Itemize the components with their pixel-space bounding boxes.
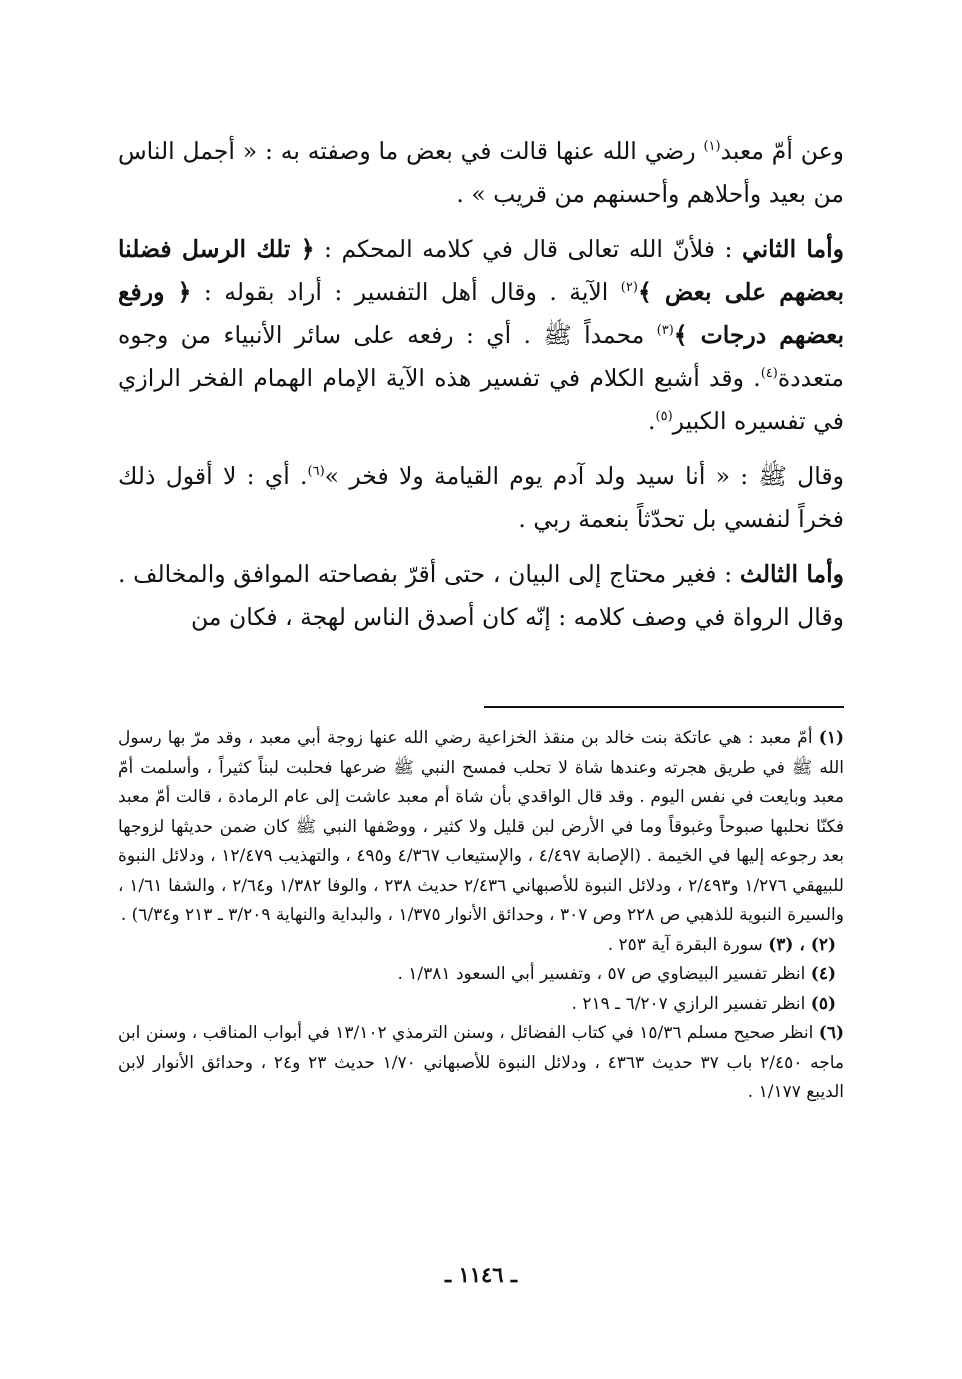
text: وقال ﷺ : « أنا سيد ولد آدم يوم القيامة ولا فخر »	[324, 462, 844, 490]
page-number: ـ ١١٤٦ ـ	[444, 1262, 518, 1287]
footnote-number: (٢) ، (٣)	[768, 934, 836, 955]
footnote-text: انظر صحيح مسلم ١٥/٣٦ في كتاب الفضائل ، وسنن الترمذي ١٣/١٠٢ في أبواب المناقب ، وسنن ابن ماجه ٢/٤٥٠ باب ٣٧ حديث ٤٣٦٣ ، ودلائل النبوة للأصبهاني ١/٧٠ حديث ٢٣ و٢٤ ، وحدائق الأنوار لابن الديبع ١/١٧٧ .	[118, 1023, 845, 1102]
text: . أي : لا أقول ذلك فخراً لنفسي بل تحدّثاً بنعمة ربي .	[118, 462, 844, 533]
footnote-number: (٤)	[810, 964, 836, 984]
paragraph-2	[118, 228, 844, 443]
footnote-number: (٥)	[810, 993, 836, 1014]
footnote-4	[118, 960, 844, 990]
text: محمداً ﷺ . أي : رفعه على سائر الأنبياء من وجوه متعددة	[118, 321, 844, 392]
text: .	[648, 407, 656, 435]
footnote-ref[interactable]: (٢)	[620, 280, 638, 296]
footnote-number: (١)	[818, 728, 844, 748]
text: رضي الله عنها قالت في بعض ما وصفته به : « أجمل الناس من بعيد وأحلاهم وأحسنهم من قريب » .	[118, 137, 844, 208]
footnote-5	[118, 990, 844, 1020]
footnote-text: أمّ معبد : هي عاتكة بنت خالد بن منقذ الخزاعية رضي الله عنها زوجة أبي معبد ، وقد مرّ بها رسول الله ﷺ في طريق هجرته وعندها شاة لا تحلب فمسح النبي ﷺ ضرعها فحلبت لبناً كثيراً ، وأسلمت أمّ معبد وبايعت في نفس اليوم . وقد قال الواقدي بأن شاة أم معبد عاشت إلى عام الرمادة ، قالت أمّ معبد فكنّا نحلبها صبوحاً وغبوقاً وما في الأرض لبن قليل ولا كثير ، ووصْفها النبي ﷺ كان ضمن حديثها لزوجها بعد رجوعه إليها في الخيمة . (الإصابة ٤/٤٩٧ ، والإستيعاب ٤/٣٦٧ و٤٩٥ ، والتهذيب ١٢/٤٧٩ ، ودلائل النبوة للبيهقي ١/٢٧٦ و٢/٤٩٣ ، ودلائل النبوة للأصبهاني ٢/٤٣٦ حديث ٢٣٨ ، والوفا ١/٣٨٢ و٢/٦٤ ، والشفا ١/٦١ ، والسيرة النبوية للذهبي ص ٢٢٨ وص ٣٠٧ ، وحدائق الأنوار ١/٣٧٥ ، والبداية والنهاية ٣/٢٠٩ ـ ٢١٣ و٦/٣٤) .	[118, 728, 845, 925]
footnote-6	[118, 1019, 844, 1108]
footnotes	[118, 724, 844, 1108]
footnote-text: سورة البقرة آية ٢٥٣ .	[607, 934, 769, 955]
footnote-divider	[484, 706, 844, 708]
footnote-1	[118, 724, 844, 931]
text: وعن أمّ معبد	[720, 137, 844, 165]
footnote-ref[interactable]: (٣)	[656, 323, 674, 339]
text: الآية . وقال أهل التفسير : أراد بقوله :	[191, 278, 621, 306]
quran-quote: ﴿ تلك الرسل فضلنا بعضهم على بعض ﴾	[118, 235, 845, 306]
footnote-ref[interactable]: (٥)	[655, 409, 673, 425]
footnote-ref[interactable]: (٤)	[760, 366, 778, 382]
section-lead: وأما الثالث	[739, 560, 845, 588]
text: : فغير محتاج إلى البيان ، حتى أقرّ بفصاحته الموافق والمخالف . وقال الرواة في وصف كلامه : إنّه كان أصدق الناس لهجة ، فكان من	[118, 560, 844, 631]
footnote-number: (٦)	[818, 1023, 844, 1043]
footnote-text: انظر تفسير الرازي ٦/٢٠٧ ـ ٢١٩ .	[571, 993, 811, 1014]
footnote-text: انظر تفسير البيضاوي ص ٥٧ ، وتفسير أبي السعود ١/٣٨١ .	[397, 964, 811, 984]
paragraph-3	[118, 455, 844, 541]
section-lead: وأما الثاني	[742, 235, 844, 263]
footnote-ref[interactable]: (١)	[703, 139, 721, 155]
main-text	[118, 130, 844, 651]
footnote-2-3	[118, 931, 844, 961]
paragraph-1	[118, 130, 844, 216]
text: : فلأنّ الله تعالى قال في كلامه المحكم :	[314, 235, 743, 263]
footnote-ref[interactable]: (٦)	[307, 464, 325, 480]
text: . وقد أشبع الكلام في تفسير هذه الآية الإمام الهمام الفخر الرازي في تفسيره الكبير	[118, 364, 844, 435]
quran-quote: ﴿ ورفع بعضهم درجات ﴾	[118, 278, 844, 349]
paragraph-4	[118, 553, 844, 639]
